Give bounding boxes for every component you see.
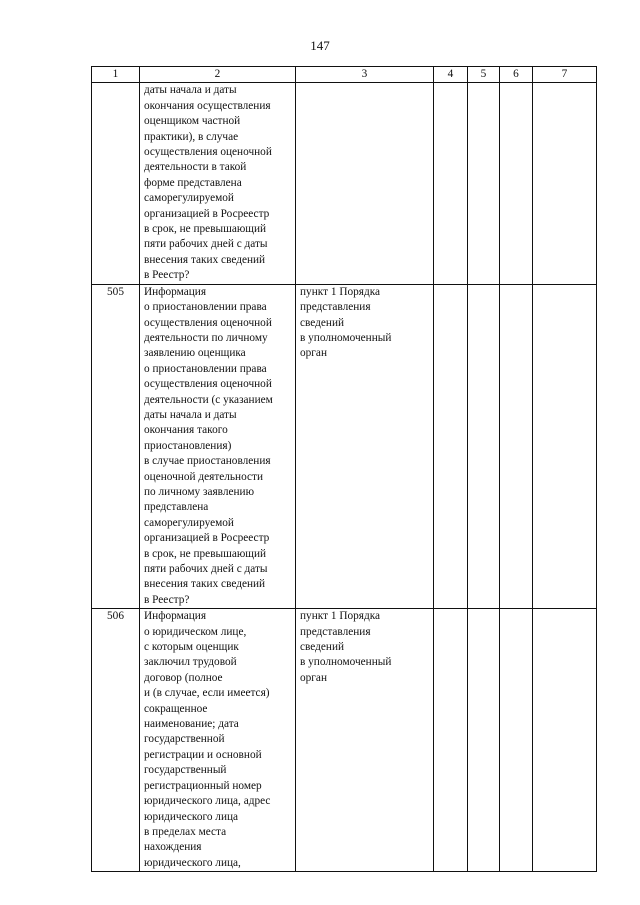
- text-line: государственный: [144, 764, 227, 777]
- text-line: представления: [300, 625, 371, 638]
- text-line: заключил трудовой: [144, 656, 237, 669]
- text-line: и (в случае, если имеется): [144, 687, 270, 700]
- text-line: регистрационный номер: [144, 779, 262, 792]
- row-number: [92, 83, 140, 284]
- text-line: Информация: [144, 610, 207, 623]
- row-number: 506: [92, 609, 140, 872]
- header-col-7: 7: [533, 67, 597, 83]
- text-line: пункт 1 Порядка: [300, 285, 381, 298]
- empty-cell: [434, 284, 468, 609]
- text-line: окончания осуществления: [144, 99, 271, 112]
- legal-reference: [296, 284, 434, 609]
- text-line: осуществления оценочной: [144, 378, 272, 391]
- text-line: внесения таких сведений: [144, 578, 266, 591]
- text-line: представления: [300, 301, 371, 314]
- text-line: пяти рабочих дней с даты: [144, 238, 268, 251]
- text-line: окончания такого: [144, 424, 228, 437]
- text-line: о юридическом лице,: [144, 625, 247, 638]
- header-col-6: 6: [500, 67, 533, 83]
- text-line: орган: [300, 671, 327, 684]
- text-line: в уполномоченный: [300, 331, 392, 344]
- text-line: осуществления оценочной: [144, 316, 272, 329]
- table-row: [92, 609, 597, 872]
- page-number: 147: [310, 38, 330, 53]
- text-line: сведений: [300, 316, 345, 329]
- table-row: [92, 83, 597, 284]
- empty-cell: [500, 83, 533, 284]
- table-row: [92, 284, 597, 609]
- empty-cell: [500, 284, 533, 609]
- text-line: приостановления): [144, 439, 232, 452]
- text-line: о приостановлении права: [144, 301, 267, 314]
- empty-cell: [533, 83, 597, 284]
- text-line: в срок, не превышающий: [144, 547, 267, 560]
- requirement-text: [140, 83, 296, 284]
- text-line: оценочной деятельности: [144, 470, 264, 483]
- text-line: даты начала и даты: [144, 408, 237, 421]
- text-line: в уполномоченный: [300, 656, 392, 669]
- header-col-3: 3: [296, 67, 434, 83]
- text-line: государственной: [144, 733, 225, 746]
- empty-cell: [533, 609, 597, 872]
- text-line: саморегулируемой: [144, 516, 234, 529]
- legal-reference: [296, 609, 434, 872]
- text-line: практики), в случае: [144, 130, 239, 143]
- header-col-4: 4: [434, 67, 468, 83]
- text-line: юридического лица: [144, 810, 239, 823]
- text-line: юридического лица,: [144, 856, 241, 869]
- text-line: организацией в Росреестр: [144, 532, 270, 545]
- text-line: заявлению оценщика: [144, 347, 246, 360]
- text-line: по личному заявлению: [144, 485, 255, 498]
- text-line: в пределах места: [144, 825, 227, 838]
- header-col-5: 5: [468, 67, 500, 83]
- text-line: пункт 1 Порядка: [300, 610, 381, 623]
- text-line: сведений: [300, 641, 345, 654]
- text-line: деятельности в такой: [144, 161, 247, 174]
- text-line: Информация: [144, 285, 207, 298]
- empty-cell: [434, 609, 468, 872]
- text-line: в Реестр?: [144, 593, 190, 606]
- requirement-text: [140, 284, 296, 609]
- row-number: 505: [92, 284, 140, 609]
- text-line: в срок, не превышающий: [144, 223, 267, 236]
- text-line: сокращенное: [144, 702, 208, 715]
- header-col-1: 1: [92, 67, 140, 83]
- empty-cell: [468, 83, 500, 284]
- text-line: регистрации и основной: [144, 748, 262, 761]
- text-line: о приостановлении права: [144, 362, 267, 375]
- text-line: представлена: [144, 501, 209, 514]
- empty-cell: [434, 83, 468, 284]
- empty-cell: [468, 609, 500, 872]
- text-line: форме представлена: [144, 176, 242, 189]
- text-line: орган: [300, 347, 327, 360]
- text-line: юридического лица, адрес: [144, 795, 271, 808]
- text-line: пяти рабочих дней с даты: [144, 563, 268, 575]
- text-line: деятельности (с указанием: [144, 393, 273, 406]
- text-line: наименование; дата: [144, 718, 239, 731]
- text-line: с которым оценщик: [144, 641, 239, 654]
- text-line: деятельности по личному: [144, 331, 268, 344]
- text-line: даты начала и даты: [144, 84, 237, 97]
- header-col-2: 2: [140, 67, 296, 83]
- requirements-table: [91, 66, 597, 872]
- legal-reference: [296, 83, 434, 284]
- text-line: нахождения: [144, 841, 202, 854]
- empty-cell: [468, 284, 500, 609]
- header-row: [92, 67, 597, 83]
- text-line: осуществления оценочной: [144, 146, 272, 159]
- text-line: договор (полное: [144, 671, 223, 684]
- text-line: в случае приостановления: [144, 455, 271, 468]
- text-line: в Реестр?: [144, 269, 190, 282]
- empty-cell: [533, 284, 597, 609]
- text-line: оценщиком частной: [144, 115, 241, 128]
- text-line: внесения таких сведений: [144, 253, 266, 266]
- text-line: саморегулируемой: [144, 192, 234, 205]
- text-line: организацией в Росреестр: [144, 207, 270, 220]
- requirement-text: [140, 609, 296, 872]
- empty-cell: [500, 609, 533, 872]
